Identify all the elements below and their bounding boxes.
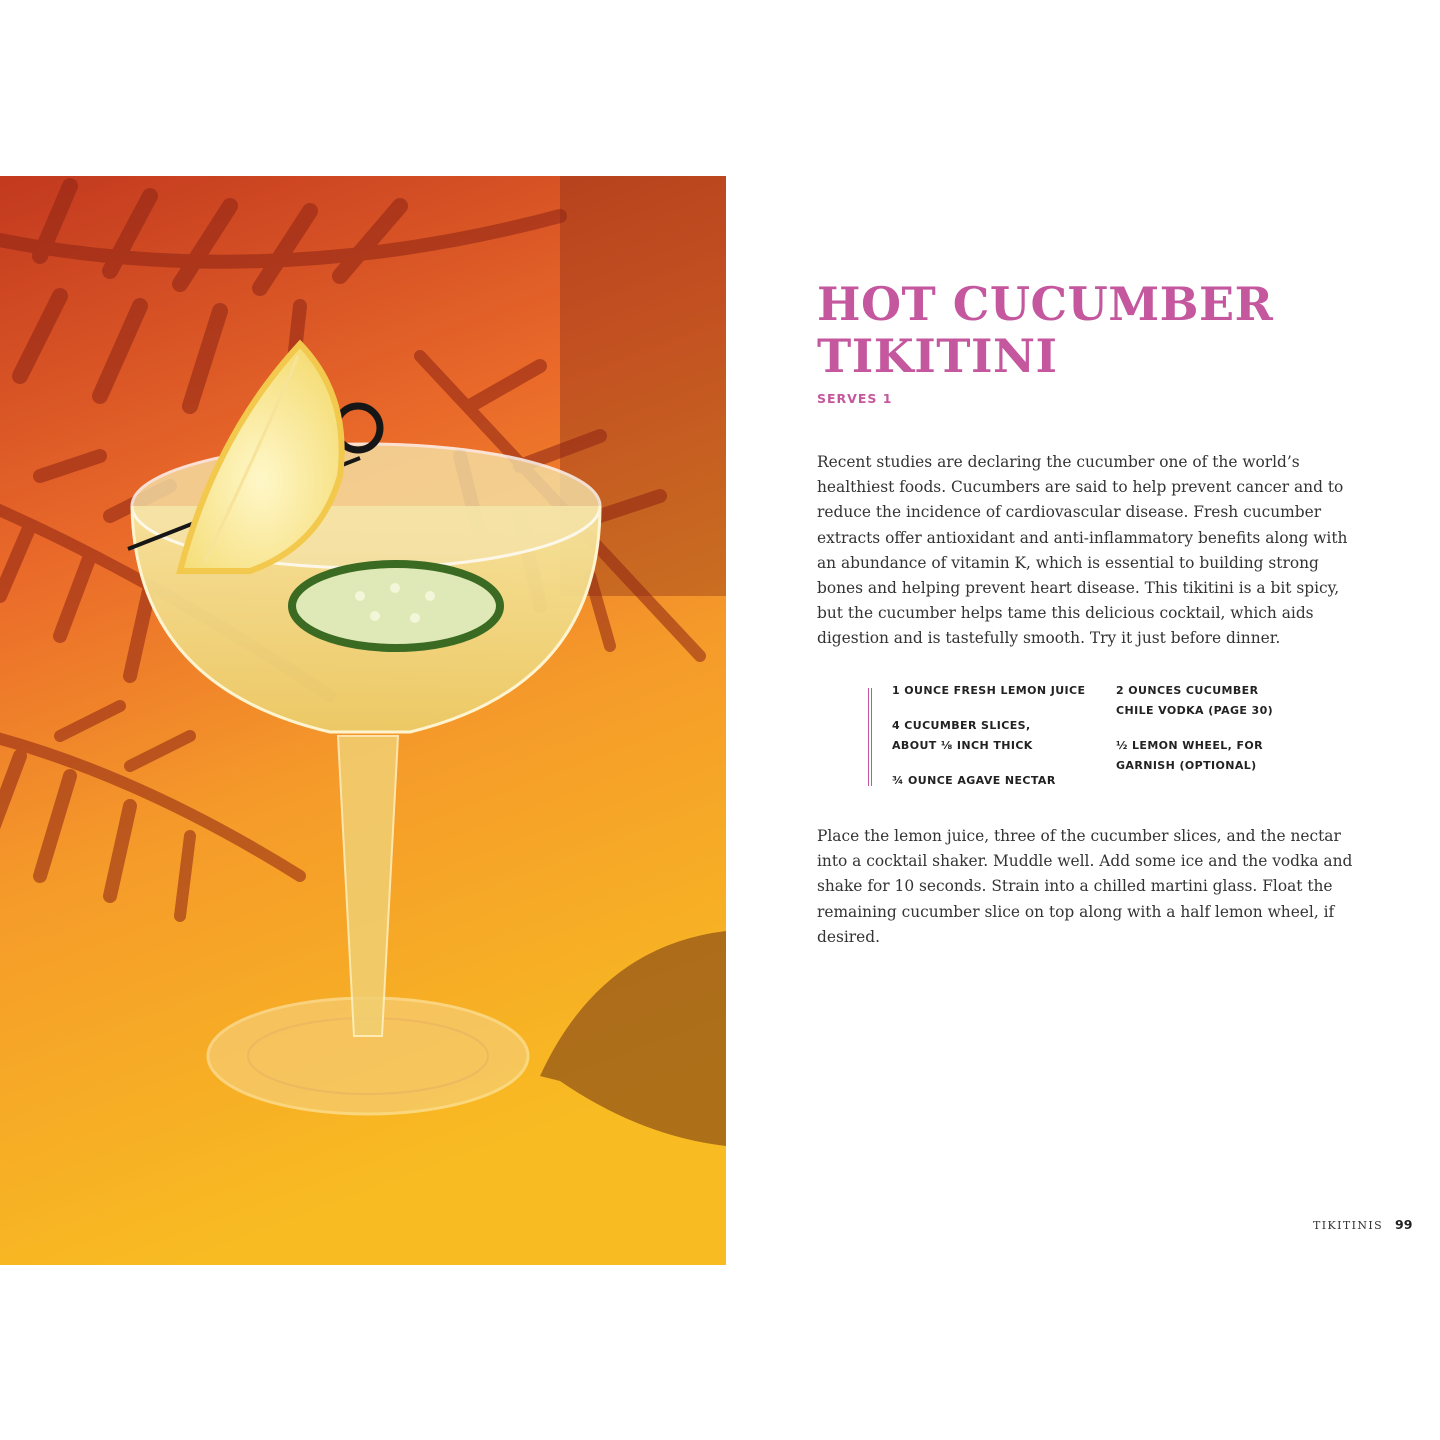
serves-label: SERVES 1 (817, 391, 893, 406)
ingredient-line: 4 CUCUMBER SLICES, (892, 719, 1031, 732)
recipe-title-line-1: HOT CUCUMBER (817, 277, 1274, 331)
ingredient-line: 2 OUNCES CUCUMBER (1116, 684, 1259, 697)
ingredient-line: 1 OUNCE FRESH LEMON JUICE (892, 684, 1086, 697)
running-footer-section: TIKITINIS (1313, 1219, 1384, 1232)
ingredient-item (892, 716, 1033, 756)
ingredient-item (892, 681, 1085, 701)
ingredient-line: ¾ OUNCE AGAVE NECTAR (892, 774, 1056, 787)
ingredient-item (1116, 736, 1263, 776)
page-number: 99 (1395, 1217, 1413, 1232)
ingredient-line: ABOUT ⅛ INCH THICK (892, 739, 1033, 752)
ingredients-divider (868, 688, 872, 786)
ingredient-line: CHILE VODKA (PAGE 30) (1116, 704, 1274, 717)
ingredient-item (1116, 681, 1273, 721)
ingredient-line: GARNISH (OPTIONAL) (1116, 759, 1257, 772)
ingredient-line: ½ LEMON WHEEL, FOR (1116, 739, 1263, 752)
recipe-title (817, 278, 1273, 382)
recipe-intro: Recent studies are declaring the cucumber one of the world’s healthiest foods. Cucumbers are said to help prevent cancer and to reduce the incidence of cardiovascular disease. Fresh cucumber extracts offer antioxidant and anti-inflammatory benefits along with an abundance of vitamin K, which is essential to building strong bones and helping prevent heart disease. This tikitini is a bit spicy, but the cucumber helps tame this delicious cocktail, which aids digestion and is tastefully smooth. Try it just before dinner. (817, 453, 1348, 648)
cocktail-photo (0, 176, 726, 1265)
ingredient-item (892, 771, 1056, 791)
recipe-method: Place the lemon juice, three of the cucumber slices, and the nectar into a cocktail shaker. Muddle well. Add some ice and the vodka and shake for 10 seconds. Strain into a chilled martini glass. Float the remaining cucumber slice on top along with a half lemon wheel, if desired. (817, 827, 1353, 946)
recipe-title-line-2: TIKITINI (817, 329, 1058, 383)
cocktail-illustration (0, 176, 726, 1265)
